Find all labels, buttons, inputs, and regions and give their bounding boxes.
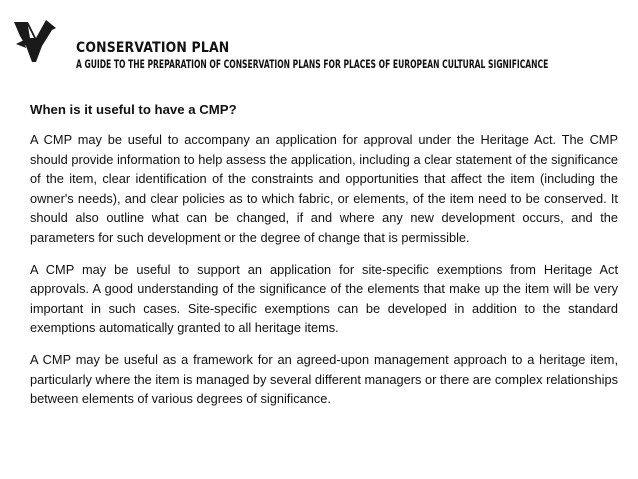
paragraph-site-specific-exemptions: A CMP may be useful to support an application for site-specific exemptions from Heritage Act approvals. A good understanding of the significance of the elements that make up the item will be very important in such cases. Site-specific exemptions can be developed in addition to the standard exemptions automatically granted to all heritage items. xyxy=(30,261,618,336)
page-subtitle: A GUIDE TO THE PREPARATION OF CONSERVATION PLANS FOR PLACES OF EUROPEAN CULTURAL SIGNIFICANCE xyxy=(76,57,549,71)
document-header xyxy=(76,40,632,71)
paragraph-management-framework: A CMP may be useful as a framework for an agreed-upon management approach to a heritage item, particularly where the item is managed by several different managers or there are complex relationships between elements of various degrees of significance. xyxy=(30,351,618,407)
paragraph-heritage-approval: A CMP may be useful to accompany an application for approval under the Heritage Act. The CMP should provide information to help assess the application, including a clear statement of the significance of the item, clear identification of the constraints and opportunities that affect the item (including the owner's needs), and clear policies as to which fabric, or elements, of the item need to be conserved. It should also outline what can be changed, if and where any new development occurs, and the parameters for such development or the degree of change that is permissible. xyxy=(30,132,618,245)
section-question-heading: When is it useful to have a CMP? xyxy=(30,102,237,117)
page-title: CONSERVATION PLAN xyxy=(76,40,230,56)
document-body xyxy=(30,100,618,421)
brand-logo-icon xyxy=(12,18,56,62)
